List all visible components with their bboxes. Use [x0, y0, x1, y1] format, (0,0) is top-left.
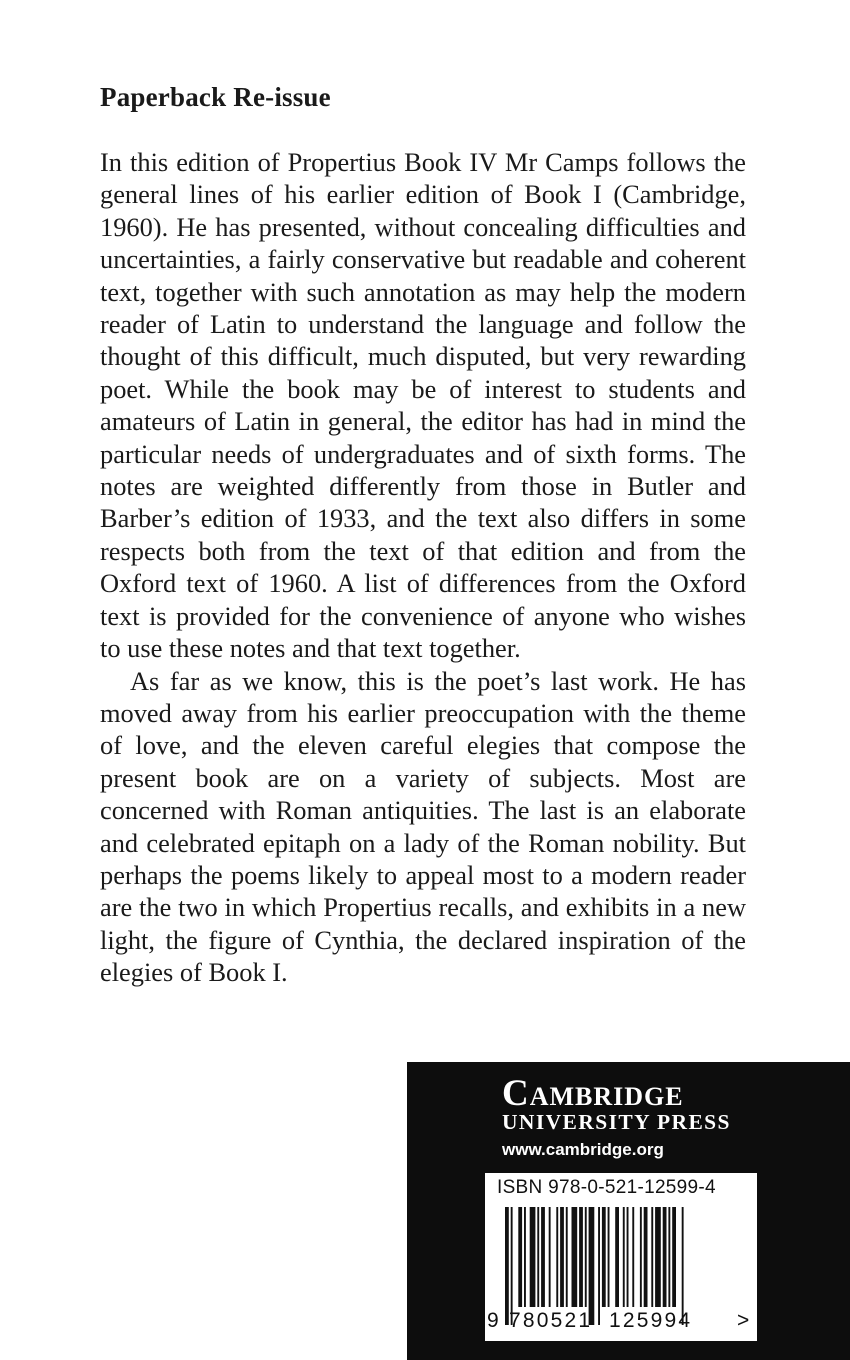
barcode-bar: [627, 1207, 629, 1307]
barcode-bar: [623, 1207, 625, 1307]
publisher-subname: UNIVERSITY PRESS: [502, 1110, 731, 1134]
barcode-bar: [505, 1207, 509, 1325]
barcode-bar: [579, 1207, 583, 1307]
barcode-bar: [651, 1207, 653, 1307]
back-cover-heading: Paperback Re-issue: [100, 82, 331, 112]
blurb-paragraph-1: In this edition of Propertius Book IV Mr Camps follows the general lines of his earlier edition of Book I (Cambridge, 1960). He has presented, without concealing difficulties and uncertainties, a fairly conservative but readable and coherent text, together with such annotation as may help the modern reader of Latin to understand the language and follow the thought of this difficult, much disputed, but very rewarding poet. While the book may be of interest to students and amateurs of Latin in general, the editor has had in mind the particular needs of undergraduates and of sixth forms. The notes are weighted differently from those in Butler and Barber’s edition of 1933, and the text also differs in some respects both from the text of that edition and from the Oxford text of 1960. A list of differences from the Oxford text is provided for the convenience of anyone who wishes to use these notes and that text together.: [100, 147, 746, 664]
publisher-name: Cambridge: [502, 1073, 684, 1114]
barcode-bar: [644, 1207, 648, 1307]
barcode-bar: [537, 1207, 539, 1307]
barcode-quiet-mark: >: [737, 1309, 750, 1332]
blurb-text: [100, 146, 746, 989]
barcode-bar: [560, 1207, 564, 1307]
barcode-bar: [602, 1207, 606, 1307]
barcode-bar: [549, 1207, 551, 1307]
barcode-bar: [589, 1207, 595, 1325]
barcode-bar: [511, 1207, 513, 1325]
barcode-bar: [608, 1207, 610, 1307]
barcode-bar: [615, 1207, 619, 1307]
barcode-bar: [530, 1207, 536, 1307]
blurb-paragraph-2: As far as we know, this is the poet’s last work. He has moved away from his earlier preoccupation with the theme of love, and the eleven careful elegies that compose the present book are on a variety of subjects. Most are concerned with Roman antiquities. The last is an elaborate and celebrated epitaph on a lady of the Roman nobility. But perhaps the poems likely to appeal most to a modern reader are the two in which Propertius recalls, and exhibits in a new light, the figure of Cynthia, the declared inspiration of the elegies of Book I.: [100, 665, 746, 988]
publisher-block: [407, 1062, 850, 1360]
barcode-bar: [632, 1207, 634, 1307]
barcode-bar: [682, 1207, 684, 1325]
barcode-bar: [524, 1207, 526, 1307]
isbn-label: ISBN 978-0-521-12599-4: [497, 1177, 716, 1198]
barcode-bar: [572, 1207, 578, 1307]
barcode-bar: [655, 1207, 661, 1307]
barcode-left-digits: 780521: [509, 1309, 593, 1332]
barcode-right-digits: 125994: [609, 1309, 693, 1332]
barcode-bar: [556, 1207, 558, 1307]
barcode-panel: [485, 1173, 757, 1341]
barcode-bar: [566, 1207, 568, 1307]
barcode-bar: [541, 1207, 545, 1307]
publisher-website: www.cambridge.org: [502, 1140, 664, 1159]
barcode-bar: [598, 1207, 600, 1325]
barcode-lead-digit: 9: [487, 1309, 501, 1332]
barcode-bar: [668, 1207, 670, 1307]
barcode-bar: [672, 1207, 676, 1307]
barcode-bar: [640, 1207, 642, 1307]
barcode-bar: [518, 1207, 522, 1307]
barcode-bar: [585, 1207, 587, 1307]
barcode-bar: [663, 1207, 667, 1307]
